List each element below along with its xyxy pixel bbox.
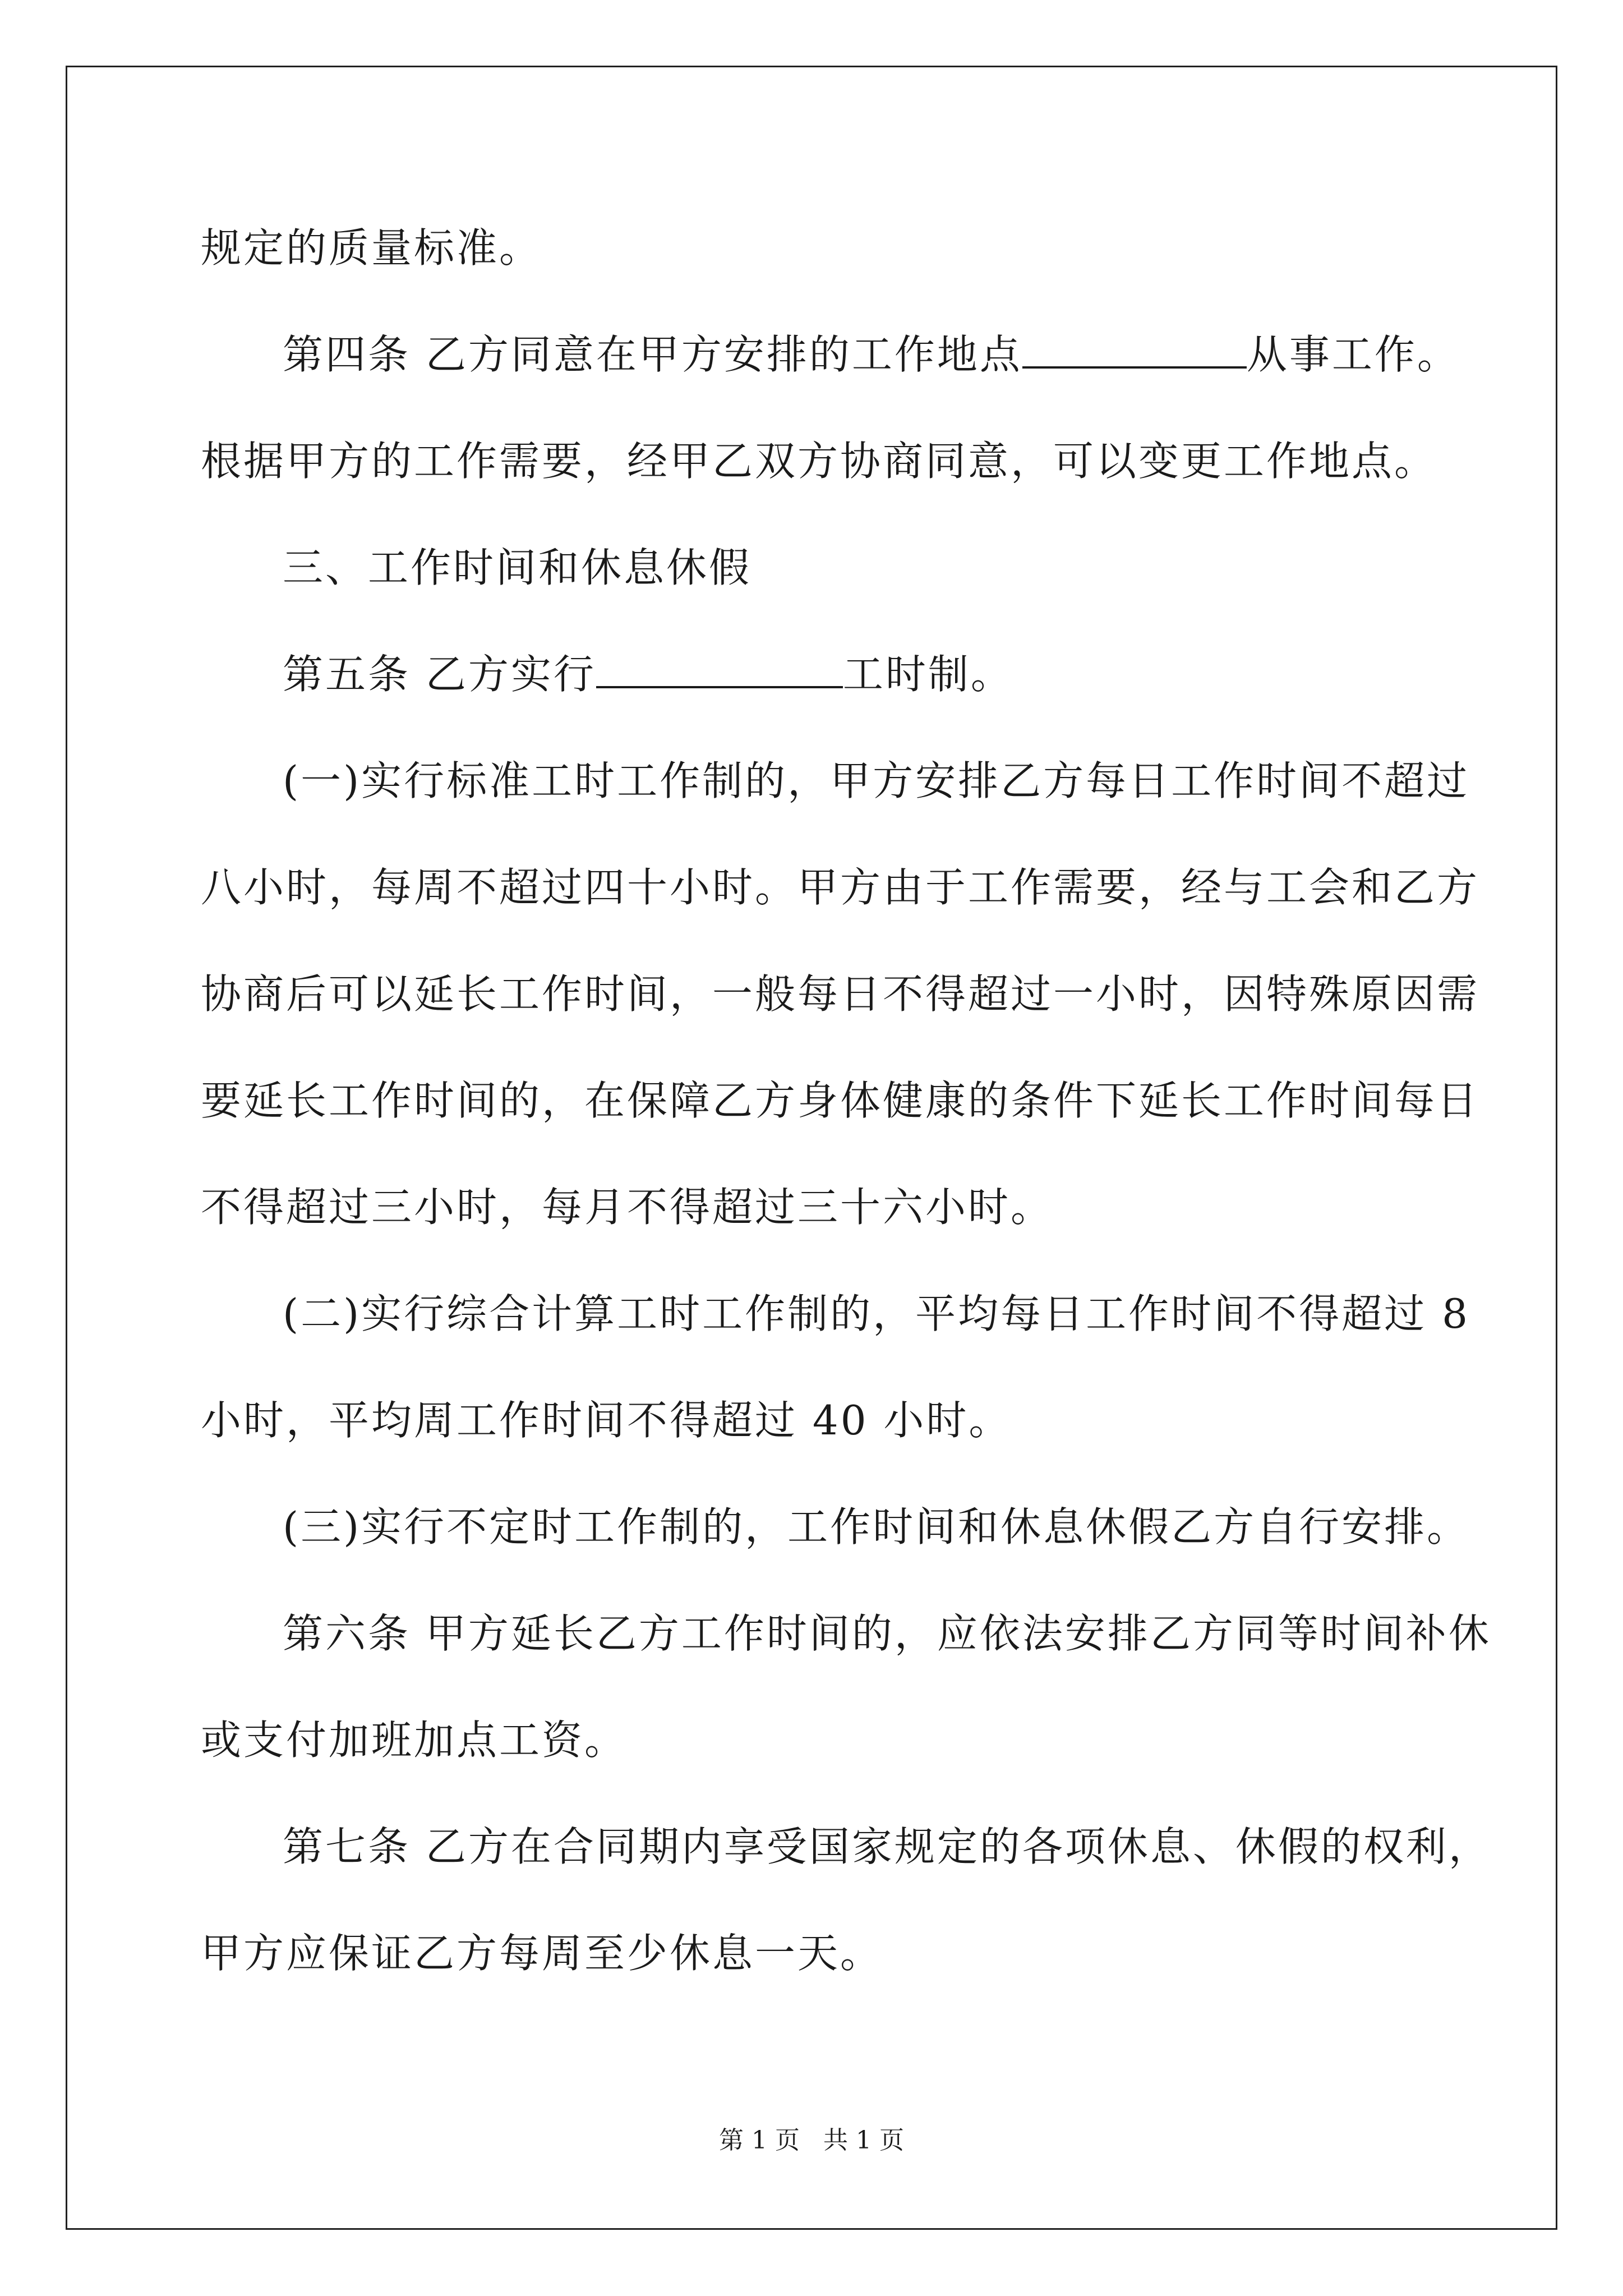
text-line-article-4: [283, 326, 1460, 383]
text-line: 或支付加班加点工资。: [201, 1717, 628, 1764]
article-5-text: 第五条 乙方实行: [283, 651, 596, 698]
text-line: 不得超过三小时，每月不得超过三十六小时。: [201, 1184, 1054, 1231]
text-line: 规定的质量标准。: [201, 224, 542, 272]
text-line: 协商后可以延长工作时间，一般每日不得超过一小时，因特殊原因需: [201, 970, 1480, 1018]
text-line: 第七条 乙方在合同期内享受国家规定的各项休息、休假的权利，: [283, 1823, 1491, 1870]
text-line: 甲方应保证乙方每周至少休息一天。: [201, 1930, 883, 1977]
article-5-text-end: 工时制。: [842, 651, 1013, 698]
page-footer: [0, 2124, 1623, 2157]
text-line: 小时，平均周工作时间不得超过 40 小时。: [201, 1397, 1012, 1444]
text-line: 八小时，每周不超过四十小时。甲方由于工作需要，经与工会和乙方: [201, 864, 1480, 911]
text-line: (二)实行综合计算工时工作制的，平均每日工作时间不得超过 8: [283, 1290, 1470, 1337]
text-line: 第六条 甲方延长乙方工作时间的，应依法安排乙方同等时间补休: [283, 1610, 1491, 1657]
section-heading: 三、工作时间和休息休假: [283, 544, 752, 591]
work-hours-system-blank: [596, 647, 843, 688]
text-line-article-5: [283, 646, 1013, 702]
text-line: 要延长工作时间的，在保障乙方身体健康的条件下延长工作时间每日: [201, 1077, 1480, 1124]
text-line: 根据甲方的工作需要，经甲乙双方协商同意，可以变更工作地点。: [201, 438, 1437, 485]
text-line: (三)实行不定时工作制的，工作时间和休息休假乙方自行安排。: [283, 1503, 1470, 1550]
text-line: (一)实行标准工时工作制的，甲方安排乙方每日工作时间不超过: [283, 757, 1470, 804]
page-border: [66, 66, 1557, 2230]
article-4-text-end: 从事工作。: [1246, 331, 1460, 378]
work-location-blank: [1022, 327, 1247, 369]
page-number: 第 1 页 共 1 页: [719, 2126, 904, 2155]
article-4-text: 第四条 乙方同意在甲方安排的工作地点: [283, 331, 1022, 378]
